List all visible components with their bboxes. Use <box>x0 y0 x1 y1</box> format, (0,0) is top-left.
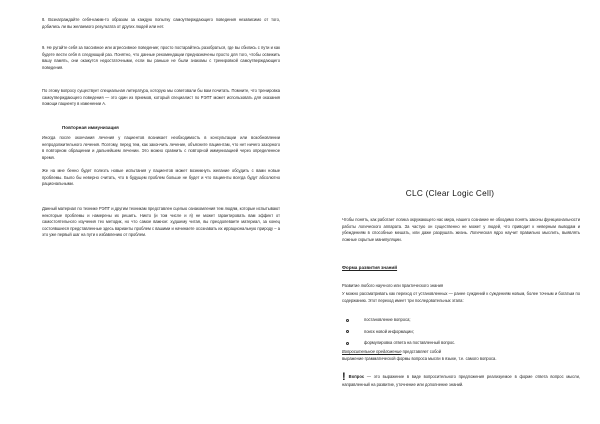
list-item-text: формулировка ответа на поставленный вопрос. <box>364 340 456 346</box>
left-paragraph-8 <box>42 17 280 30</box>
bullet-icon <box>346 319 349 322</box>
list-item-text: постановление вопроса; <box>364 317 411 322</box>
left-paragraph-9 <box>42 45 280 71</box>
left-paragraph-11 <box>42 135 280 161</box>
paragraph <box>342 349 580 362</box>
paragraph: 9. Не ругайте себя за пассивное или агрессивное поведение; просто постарайтесь разобраться, где вы сбились с пути и как будете вести себя в следующий раз. Понятно, что данные рекомендации предназначены просто для того, чтобы освежить вашу память, они окажутся недостаточными, если вы раньше не были знакомы с тренировкой самоутверждающего поведения. <box>42 45 280 70</box>
right-page <box>300 0 600 424</box>
list-item <box>342 340 580 347</box>
left-paragraph-13 <box>42 206 280 239</box>
paragraph: Иногда после окончания лечения у пациентов возникает необходимость в консультации или возобновлении непродолжительного лечения. Поэтому, перед тем, как закончить лечение, объясните пациентам, что нет ничего зазорного в повторном обращении и дальнейшем лечении. Это можно сравнить с повторной иммунизацией через определенное время. <box>42 135 280 160</box>
left-subtitle <box>62 125 262 132</box>
section-heading: Повторная иммунизация <box>62 125 119 130</box>
section-heading: Форма развития знаний <box>342 265 398 270</box>
paragraph: Же на мне бенно будет полезть новые испытания у пациентов может возникнуть желание обсудить с вами новые проблемы. Было бы неверно считать, что в будущем проблем больше не будет и что пациенты всегда будут абсолютно рациональными. <box>42 168 280 187</box>
left-paragraph-10 <box>42 88 280 108</box>
list-item <box>342 329 580 336</box>
left-paragraph-12 <box>42 168 280 188</box>
list-item <box>342 317 580 324</box>
intro-paragraph <box>342 217 580 243</box>
question-definition <box>342 372 580 389</box>
italic-term: Вопросительное предложение <box>342 349 402 354</box>
page-title: CLC (Clear Logic Cell) <box>405 189 495 198</box>
paragraph: 8. Вознаграждайте себя-каким-то образом за каждую попытку самоутверждающего поведения независимо от того, добились ли вы желаемого результата от других людей или нет. <box>42 17 280 29</box>
paragraph: Чтобы понять, как работает логика окружающего нас мира, нашего сознание не обходимо понять законы функциональности работы логического аппарата. За частую он существенно не может у людей, что приводит к неверным выводам и убеждениям в способные мешать, или даже разрушать жизнь. Логическая ядро научит правильно мыслить, выявлять ложные скрытые манипуляции. <box>342 217 580 242</box>
paragraph-4 <box>342 349 580 362</box>
bullet-icon <box>346 330 349 333</box>
paragraph: Данный материал по технике РЭПТ и другим техникам представлен сцелью ознакомления тем людям, которые испытывают некоторые проблемы и намерены их решить. Никто (и том числе и я) не может гарантировать вам эффект от самостоятельного изучения тех методик, но что самое важное: худшему читая, вы преодолеваете материал, за конец состоявшиеся представленные здесь варианты проблем с вашими и начинаете осознавать их иррациональную природу – а это уже первый шаг на пути к избавлению от проблем. <box>42 206 280 238</box>
paragraph: Развитие любого научного или практического знания <box>342 283 444 288</box>
paragraph: По этому вопросу существует специальная литература, которую мы советовали бы вам почитать. Помните, что тренировка самоутверждающего поведения — это один из приемов, который специалист по РЭПТ может использовать для оказания помощи пациенту в изменении А. <box>42 88 280 107</box>
question-text: — это выражение в виде вопросительного предложения реализуемое в форме ответа вопрос мысли, направленный на развитие, уточнение или дополнение знаний. <box>342 374 580 387</box>
bullet-icon <box>346 342 349 345</box>
list-item-text: поиск новой информации; <box>364 328 414 334</box>
paragraph-2 <box>342 283 580 290</box>
section-subtitle <box>342 265 580 272</box>
paragraph-3 <box>342 291 580 304</box>
paragraph <box>342 372 580 389</box>
stages-list <box>342 317 580 347</box>
paragraph: У можно рассматривать как переход от установленных — ранее суждений к суждениям новым, более точным и богатым по содержанию. Этот переход имеет три последовательных этапа: <box>342 291 580 303</box>
exclamation-icon: ! <box>342 371 346 383</box>
italic-rest: представляет собой <box>401 349 441 354</box>
question-term: Вопрос <box>348 374 365 379</box>
paragraph-4-text: выражение грамматической формы вопроса мысли в языке, т.е. самого вопроса. <box>342 355 497 361</box>
